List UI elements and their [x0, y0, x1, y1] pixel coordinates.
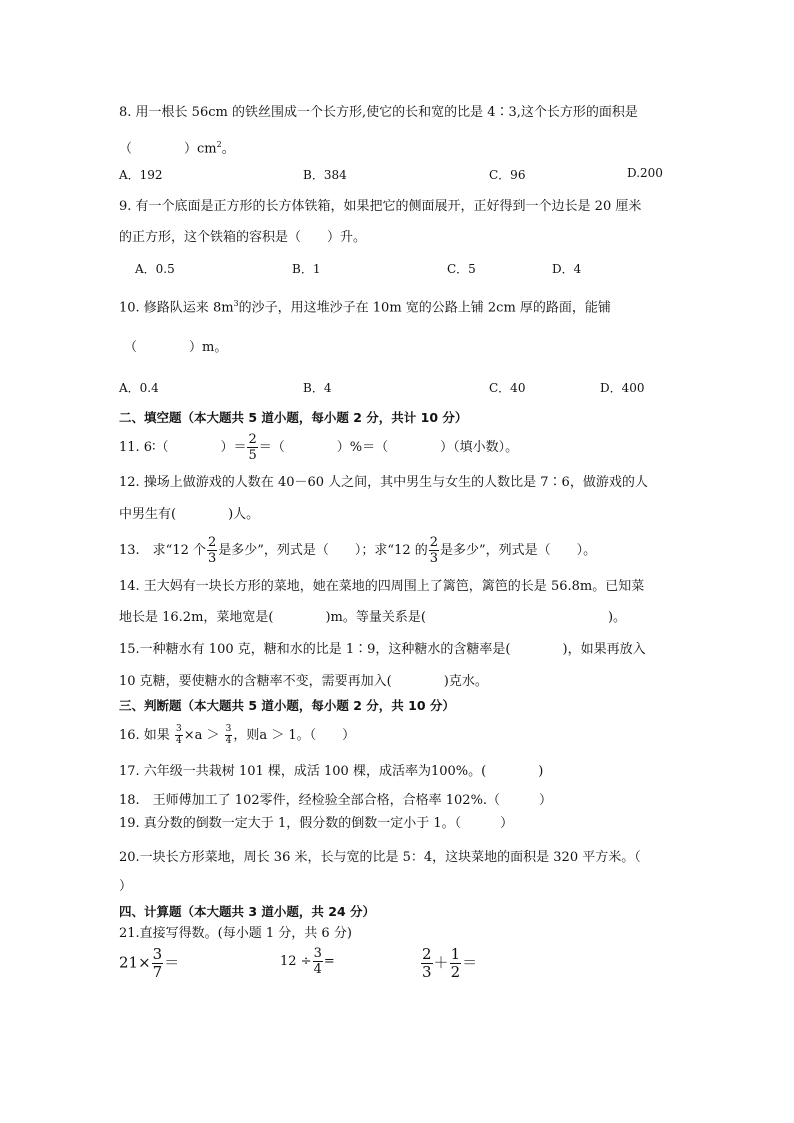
q13-f2-den: 3 — [429, 551, 439, 566]
q21-e3-op: ＋ — [433, 953, 449, 972]
q8-options — [0, 166, 794, 184]
q21-e3-eq: ＝ — [462, 953, 478, 972]
q16-f1-den: 4 — [175, 736, 182, 746]
q15-line1: 15.一种糖水有 100 克，糖和水的比是 1∶9，这种糖水的含糖率是( )，如果再放入 — [119, 642, 646, 657]
q18: 18. 王师傅加工了 102零件，经检验全部合格，合格率 102%.（ ） — [119, 793, 553, 808]
q19: 19. 真分数的倒数一定大于 1，假分数的倒数一定小于 1。（ ） — [119, 816, 514, 831]
q10-option-c: C．40 — [489, 381, 526, 395]
q21-e2-den: 4 — [313, 962, 322, 977]
q13-f2-num: 2 — [429, 535, 439, 550]
q13-f1-num: 2 — [208, 535, 217, 550]
q21-title: 21.直接写得数。(每小题 1 分，共 6 分) — [119, 926, 352, 941]
q20-line1: 20.一块长方形菜地，周长 36 米，长与宽的比是 5：4，这块菜地的面积是 320 平方米。（ — [119, 850, 641, 865]
q14-line1: 14. 王大妈有一块长方形的菜地，她在菜地的四周围上了篱笆，篱笆的长是 56.8m。已知菜 — [119, 579, 645, 594]
q8-unit-sup: 2 — [216, 140, 222, 149]
q13-fraction-2 — [429, 536, 439, 565]
q12-line2: 中男生有( )人。 — [119, 507, 260, 522]
section-fill-blank-heading: 二、填空题（本大题共 5 道小题，每小题 2 分，共计 10 分） — [119, 410, 468, 425]
q21-expr-1 — [119, 947, 179, 980]
q11-text-a: 11. 6∶（ ）＝ — [119, 440, 247, 455]
q21-e1-fraction — [152, 947, 164, 980]
q8-option-c: C．96 — [489, 168, 526, 182]
q10-line1-rest: 的沙子，用这堆沙子在 10m 宽的公路上铺 2cm 厚的路面，能铺 — [238, 300, 611, 316]
q9-option-a: A．0.5 — [135, 262, 175, 276]
q21-e1-text: 21× — [119, 953, 151, 972]
q11-frac-num: 2 — [248, 432, 257, 447]
q13 — [119, 536, 596, 566]
q21-expr-2 — [280, 947, 335, 976]
q9-option-d: D．4 — [552, 262, 582, 276]
q10-option-b: B．4 — [303, 381, 332, 395]
q21-e3-num2: 1 — [450, 945, 461, 963]
q16-f2-den: 4 — [225, 736, 232, 746]
q11-text-b: ＝（ ）%＝（ ）（填小数）。 — [258, 440, 519, 455]
q16-text-c: ，则a ＞ 1。（ ） — [233, 728, 356, 743]
q10-option-d: D．400 — [600, 381, 645, 395]
q8-line2 — [119, 136, 235, 158]
q10-line1 — [119, 295, 611, 317]
q8-option-d: D.200 — [627, 166, 663, 180]
q21-e3-fraction-2 — [450, 947, 462, 980]
q10-line2: （ ）m。 — [124, 340, 228, 355]
q20-line2: ） — [119, 879, 133, 894]
q10-options — [0, 379, 794, 397]
q10-line1-text: 10. 修路队运来 8m — [119, 300, 234, 316]
q13-text-c: 是多少”，列式是（ ）。 — [440, 543, 597, 558]
q21-e2-eq: = — [323, 954, 335, 969]
q21-e1-eq: ＝ — [164, 953, 180, 972]
section-calculation-heading: 四、计算题（本大题共 3 道小题，共 24 分） — [119, 904, 376, 919]
q8-line1: 8. 用一根长 56cm 的铁丝围成一个长方形,使它的长和宽的比是 4∶3,这个长方形的面积是 — [119, 105, 638, 120]
q21-e3-den2: 2 — [450, 963, 461, 981]
q13-f1-den: 3 — [208, 551, 217, 566]
q9-line1: 9. 有一个底面是正方形的长方体铁箱，如果把它的侧面展开，正好得到一个边长是 20 厘米 — [119, 199, 642, 214]
q16-text-b: ×a ＞ — [183, 728, 220, 743]
q10-option-a: A．0.4 — [119, 381, 159, 395]
q11-fraction — [247, 433, 257, 462]
q21-e2-num: 3 — [313, 946, 322, 961]
q8-line2-end: 。 — [221, 141, 235, 157]
q9-line2: 的正方形，这个铁箱的容积是（ ）升。 — [119, 230, 367, 245]
q9-option-c: C．5 — [447, 262, 476, 276]
q16-f2-num: 3 — [225, 724, 232, 734]
q13-text-a: 13. 求“12 个 — [119, 543, 206, 558]
q21-e1-num: 3 — [152, 945, 163, 963]
q12-line1: 12. 操场上做游戏的人数在 40－60 人之间，其中男生与女生的人数比是 7∶6，做游戏的人 — [119, 475, 648, 490]
q13-text-b: 是多少”，列式是（ ）；求“12 的 — [218, 543, 428, 558]
q11-frac-den: 5 — [248, 448, 257, 463]
section-judgment-heading: 三、判断题（本大题共 5 道小题，每小题 2 分，共 10 分） — [119, 698, 455, 713]
q8-line2-text: （ ）cm — [119, 141, 217, 157]
q11 — [119, 433, 518, 463]
q9-options — [0, 260, 794, 278]
q16 — [119, 722, 355, 750]
q21-e2-text: 12 ÷ — [280, 954, 312, 969]
q8-option-b: B．384 — [303, 168, 347, 182]
q21-e1-den: 7 — [152, 963, 163, 981]
q14-line2: 地长是 16.2m，菜地宽是( )m。等量关系是( )。 — [119, 610, 627, 625]
q16-fraction-2 — [225, 725, 233, 746]
q17: 17. 六年级一共栽树 101 棵，成活 100 棵，成活率为100%。( ) — [119, 764, 544, 779]
q9-option-b: B．1 — [292, 262, 321, 276]
q16-text-a: 16. 如果 — [119, 728, 170, 743]
q21-e3-den1: 3 — [422, 963, 432, 981]
q10-unit-sup: 3 — [233, 299, 239, 308]
q8-option-a: A．192 — [119, 168, 163, 182]
q16-fraction-1 — [175, 725, 183, 746]
q21-e2-fraction — [313, 947, 323, 976]
q16-f1-num: 3 — [175, 724, 182, 734]
q13-fraction-1 — [207, 536, 217, 565]
q21-e3-num1: 2 — [422, 945, 432, 963]
q21-e3-fraction-1 — [421, 947, 433, 980]
q15-line2: 10 克糖，要使糖水的含糖率不变，需要再加入( )克水。 — [119, 674, 488, 689]
q21-expr-3 — [420, 947, 477, 980]
